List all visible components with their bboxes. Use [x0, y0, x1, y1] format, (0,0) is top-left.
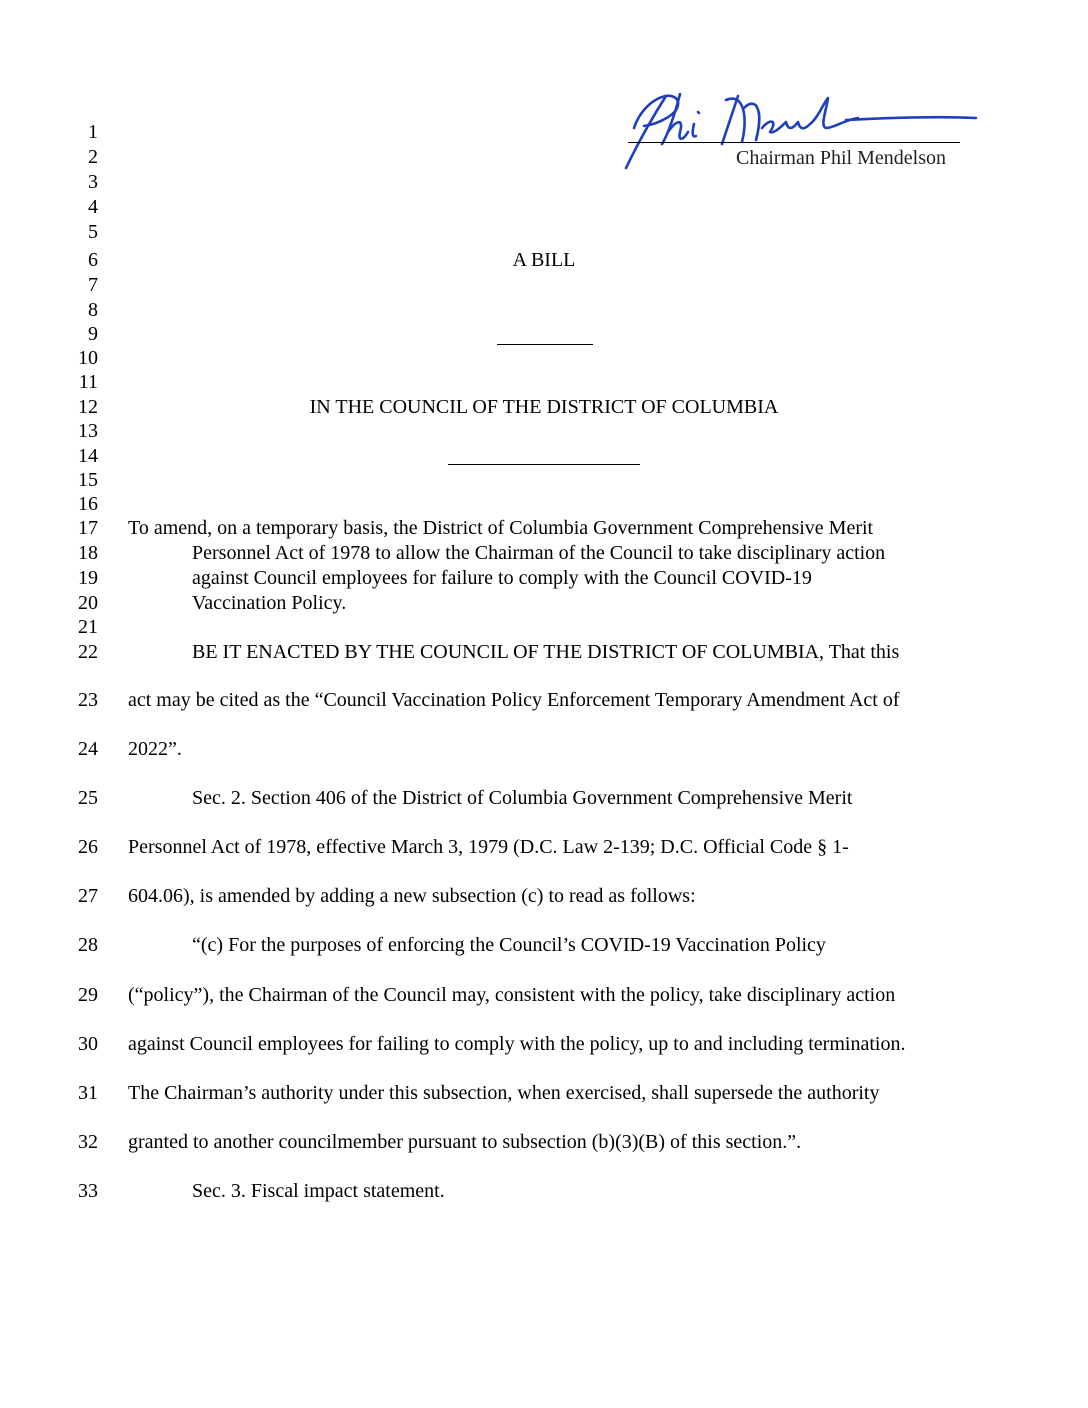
line-number: 20 [78, 592, 98, 614]
body-line: 604.06), is amended by adding a new subsection (c) to read as follows: [128, 885, 696, 907]
title-clause-line: Vaccination Policy. [192, 592, 347, 614]
title-clause-line: To amend, on a temporary basis, the District of Columbia Government Comprehensive Merit [128, 517, 874, 539]
line-number: 25 [78, 787, 98, 809]
line-number: 17 [78, 517, 98, 539]
line-number: 11 [78, 371, 98, 393]
line-number: 14 [78, 445, 98, 467]
line-number: 7 [88, 274, 98, 296]
section-3-heading: Sec. 3. Fiscal impact statement. [192, 1180, 445, 1202]
line-number: 19 [78, 567, 98, 589]
line-number: 31 [78, 1082, 98, 1104]
body-line: against Council employees for failing to comply with the policy, up to and including termination. [128, 1033, 906, 1055]
section-2-heading: Sec. 2. Section 406 of the District of Columbia Government Comprehensive Merit [192, 787, 853, 809]
line-number: 9 [88, 323, 98, 345]
title-clause-line: Personnel Act of 1978 to allow the Chairman of the Council to take disciplinary action [192, 542, 886, 564]
line-number: 30 [78, 1033, 98, 1055]
line-number: 32 [78, 1131, 98, 1153]
line-number: 2 [88, 146, 98, 168]
line-number: 12 [78, 396, 98, 418]
line-number: 6 [88, 249, 98, 271]
bill-number-blank [497, 344, 593, 345]
line-number: 27 [78, 885, 98, 907]
line-number: 33 [78, 1180, 98, 1202]
date-blank [448, 464, 640, 465]
line-number: 23 [78, 689, 98, 711]
body-line: granted to another councilmember pursuant to subsection (b)(3)(B) of this section.”. [128, 1131, 802, 1153]
body-line: The Chairman’s authority under this subsection, when exercised, shall supersede the authority [128, 1082, 880, 1104]
line-number: 16 [78, 493, 98, 515]
line-number: 26 [78, 836, 98, 858]
council-heading: IN THE COUNCIL OF THE DISTRICT OF COLUMBIA [309, 396, 779, 418]
line-number: 24 [78, 738, 98, 760]
line-number: 15 [78, 469, 98, 491]
bill-title: A BILL [512, 249, 576, 271]
body-line: Personnel Act of 1978, effective March 3, 1979 (D.C. Law 2-139; D.C. Official Code § 1- [128, 836, 849, 858]
line-number: 8 [88, 299, 98, 321]
body-line: act may be cited as the “Council Vaccination Policy Enforcement Temporary Amendment Act of [128, 689, 900, 711]
line-number: 21 [78, 616, 98, 638]
body-line: (“policy”), the Chairman of the Council may, consistent with the policy, take disciplinary action [128, 984, 896, 1006]
line-number: 5 [88, 221, 98, 243]
line-number: 28 [78, 934, 98, 956]
signer-name: Chairman Phil Mendelson [736, 147, 946, 169]
line-number: 10 [78, 347, 98, 369]
body-line: 2022”. [128, 738, 182, 760]
line-number: 3 [88, 171, 98, 193]
title-clause-line: against Council employees for failure to comply with the Council COVID-19 [192, 567, 812, 589]
enacting-clause: BE IT ENACTED BY THE COUNCIL OF THE DISTRICT OF COLUMBIA, That this [192, 641, 900, 663]
line-number: 4 [88, 196, 98, 218]
line-number: 13 [78, 420, 98, 442]
signature-line [628, 142, 960, 143]
line-number: 22 [78, 641, 98, 663]
line-number: 18 [78, 542, 98, 564]
line-number: 29 [78, 984, 98, 1006]
subsection-c-start: “(c) For the purposes of enforcing the Council’s COVID-19 Vaccination Policy [192, 934, 826, 956]
line-number: 1 [88, 121, 98, 143]
